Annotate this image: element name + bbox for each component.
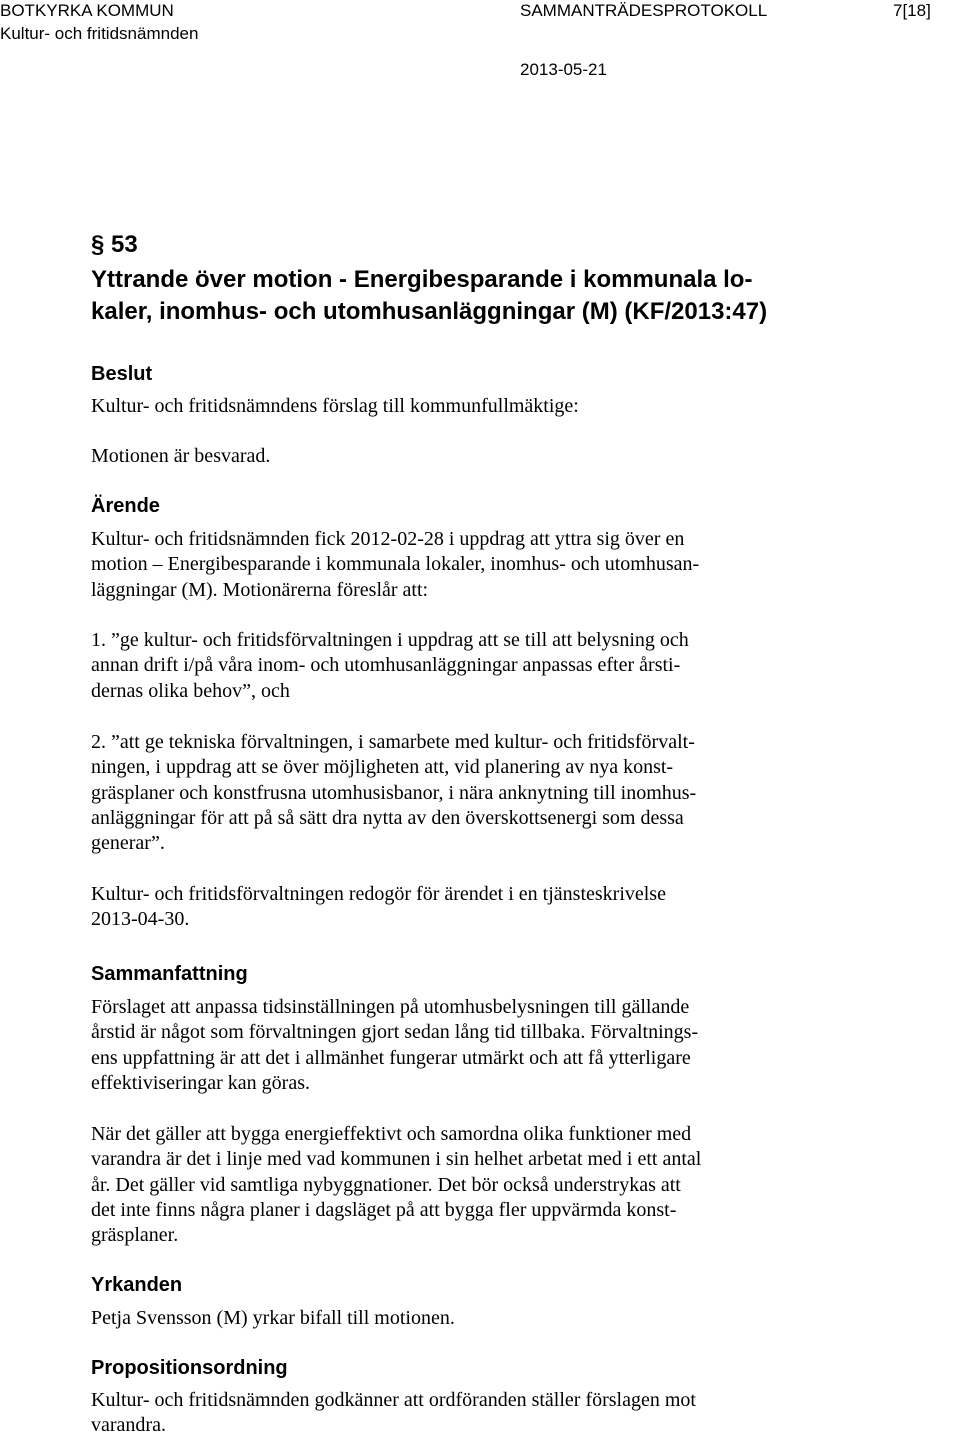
heading-sammanfattning: Sammanfattning (91, 963, 248, 985)
beslut-text (91, 394, 579, 419)
paragraph-line: Petja Svensson (M) yrkar bifall till motionen. (91, 1307, 455, 1329)
propositionsordning-text (91, 1388, 696, 1439)
header-doc-type: SAMMANTRÄDESPROTOKOLL (520, 1, 768, 20)
sammanfattning-para-1 (91, 995, 698, 1096)
section-number: § 53 (91, 231, 138, 258)
arende-intro (91, 527, 699, 603)
paragraph-line: det inte finns några planer i dagsläget på att bygga fler uppvärmda konst- (91, 1198, 677, 1221)
section-title-line: Yttrande över motion - Energibesparande i kommunala lo- (91, 266, 753, 293)
header-date: 2013-05-21 (520, 60, 607, 79)
paragraph-line: varandra. (91, 1414, 166, 1437)
paragraph-line: Kultur- och fritidsnämnden godkänner att ordföranden ställer förslagen mot (91, 1389, 696, 1411)
paragraph-line: effektiviseringar kan göras. (91, 1071, 310, 1094)
heading-beslut: Beslut (91, 363, 153, 385)
paragraph-line: Kultur- och fritidsnämnden fick 2012-02-28 i uppdrag att yttra sig över en (91, 528, 685, 550)
paragraph-line: Kultur- och fritidsnämndens förslag till kommunfullmäktige: (91, 395, 579, 417)
paragraph-line: år. Det gäller vid samtliga nybyggnationer. Det bör också understrykas att (91, 1173, 681, 1196)
paragraph-line: motion – Energibesparande i kommunala lokaler, inomhus- och utomhusan- (91, 553, 700, 576)
paragraph-line: 2013-04-30. (91, 908, 190, 931)
sammanfattning-para-2 (91, 1122, 701, 1248)
paragraph-line: Förslaget att anpassa tidsinställningen på utomhusbelysningen till gällande (91, 996, 690, 1018)
arende-item-1 (91, 628, 689, 704)
paragraph-line: dernas olika behov”, och (91, 679, 290, 702)
paragraph-line: anläggningar för att på så sätt dra nytta av den överskottsenergi som dessa (91, 806, 684, 829)
paragraph-line: När det gäller att bygga energieffektivt och samordna olika funktioner med (91, 1123, 692, 1145)
paragraph-line: Motionen är besvarad. (91, 445, 271, 467)
arende-closing (91, 882, 666, 933)
paragraph-line: läggningar (M). Motionärerna föreslår att: (91, 578, 429, 601)
paragraph-line: generar”. (91, 832, 165, 855)
heading-arende: Ärende (91, 495, 160, 517)
section-title (91, 264, 831, 328)
section-title-line: kaler, inomhus- och utomhusanläggningar (M) (KF/2013:47) (91, 298, 768, 325)
paragraph-line: 2. ”att ge tekniska förvaltningen, i samarbete med kultur- och fritidsförvalt- (91, 731, 695, 753)
paragraph-line: gräsplaner och konstfrusna utomhusisbanor, i nära anknytning till inomhus- (91, 781, 697, 804)
heading-yrkanden: Yrkanden (91, 1274, 183, 1296)
paragraph-line: Kultur- och fritidsförvaltningen redogör för ärendet i en tjänsteskrivelse (91, 883, 666, 905)
heading-propositionsordning: Propositionsordning (91, 1357, 288, 1379)
paragraph-line: årstid är något som förvaltningen gjort sedan lång tid tillbaka. Förvaltnings- (91, 1021, 699, 1044)
paragraph-line: annan drift i/på våra inom- och utomhusanläggningar anpassas efter årsti- (91, 654, 681, 677)
paragraph-line: ningen, i uppdrag att se över möjligheten att, vid planering av nya konst- (91, 756, 674, 779)
paragraph-line: gräsplaner. (91, 1224, 179, 1247)
yrkanden-text (91, 1306, 455, 1331)
paragraph-line: ens uppfattning är att det i allmänhet fungerar utmärkt och att få ytterligare (91, 1046, 691, 1069)
paragraph-line: varandra är det i linje med vad kommunen i sin helhet arbetat med i ett antal (91, 1148, 702, 1171)
header-org: BOTKYRKA KOMMUN (0, 1, 174, 20)
beslut-decision (91, 444, 270, 469)
paragraph-line: 1. ”ge kultur- och fritidsförvaltningen i uppdrag att se till att belysning och (91, 629, 689, 651)
header-page-number: 7[18] (893, 1, 931, 20)
header-committee: Kultur- och fritidsnämnden (0, 24, 199, 43)
arende-item-2 (91, 730, 696, 856)
